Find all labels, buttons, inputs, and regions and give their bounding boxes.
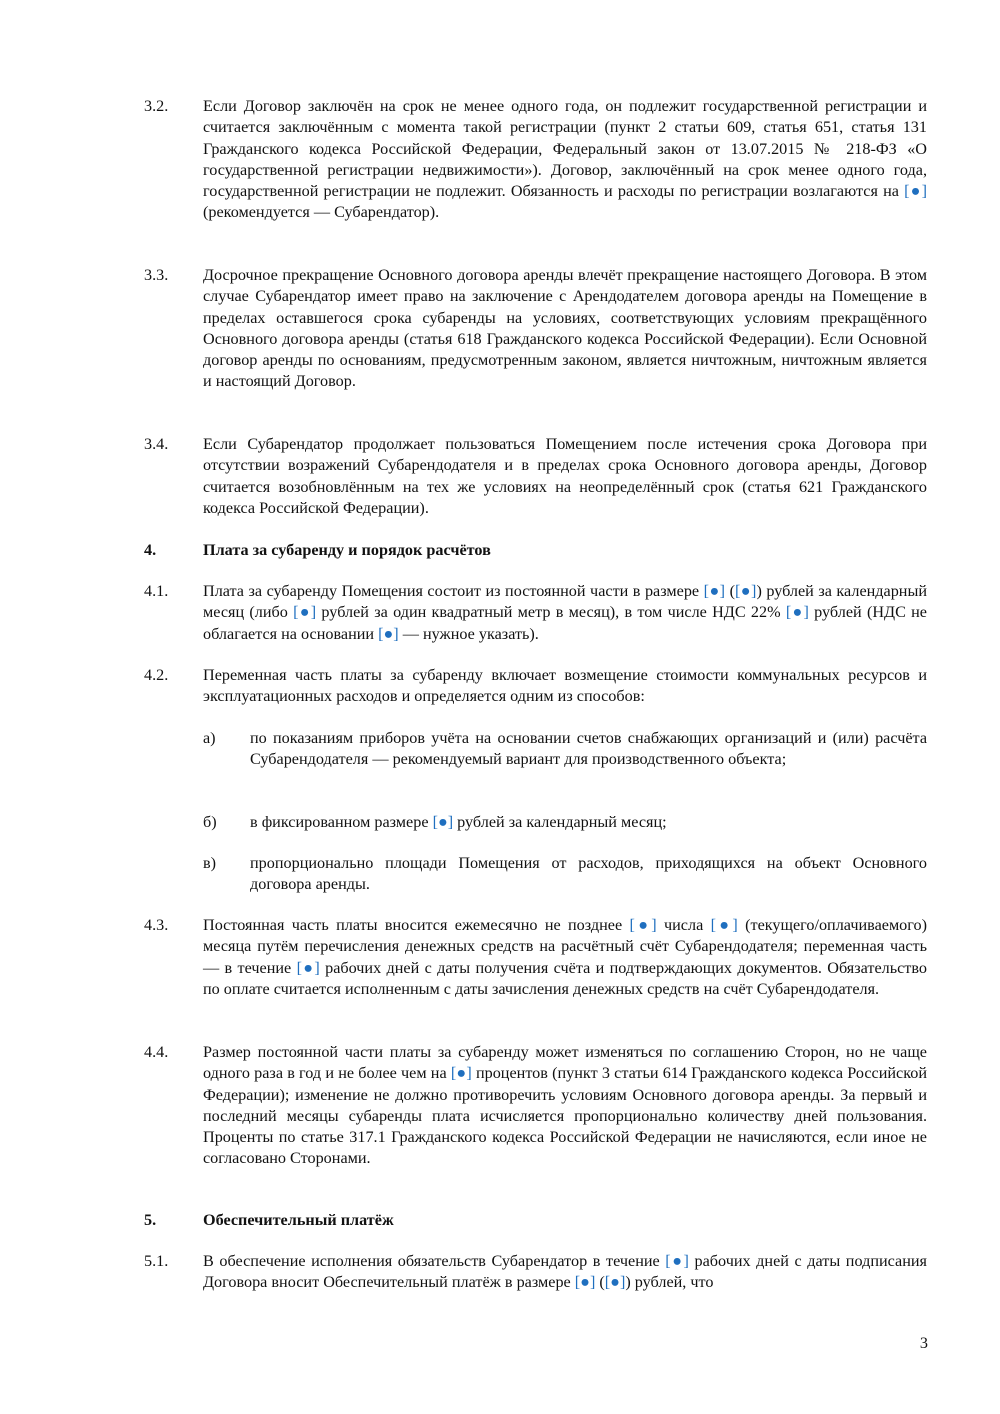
subclause-text: пропорционально площади Помещения от расходов, приходящихся на объект Основного договора аренды. xyxy=(250,854,927,894)
subclause-letter: б) xyxy=(203,813,217,831)
clause-text-part: (рекомендуется — Субарендатор). xyxy=(203,203,440,222)
page-number: 3 xyxy=(919,1334,928,1352)
clause-text xyxy=(203,1251,927,1294)
subclause-text: по показаниям приборов учёта на основании счетов снабжающих организаций и (или) расчёта Субарендодателя — рекомендуемый вариант для производственного объекта; xyxy=(250,729,927,769)
clause-text-part: ( xyxy=(725,582,735,600)
placeholder-mark: [●] xyxy=(710,916,738,934)
clause-text xyxy=(203,96,927,224)
placeholder-mark: [●] xyxy=(703,582,726,600)
section-number: 5. xyxy=(144,1211,157,1229)
clause-text-part: Плата за субаренду Помещения состоит из постоянной части в размере xyxy=(203,582,704,600)
clause-text-part: ) рублей за календарный месяц (либо xyxy=(203,582,928,622)
clause-text-part: В обеспечение исполнения обязательств Субарендатор в течение xyxy=(203,1252,666,1270)
clause-number: 3.3. xyxy=(144,266,169,284)
placeholder-mark: [●] xyxy=(629,916,657,934)
clause-text-part: рабочих дней с даты получения счёта и подтверждающих документов. Обязательство по оплате считается исполненным с даты зачисления денежных средств на счёт Субарендодателя. xyxy=(203,958,927,998)
clause-text xyxy=(203,581,927,645)
clause-text xyxy=(203,1042,927,1170)
placeholder-mark: [●] xyxy=(432,813,454,831)
subclause-letter: в) xyxy=(203,854,217,872)
subclause-letter: а) xyxy=(203,729,216,747)
clause-text xyxy=(203,915,927,1000)
subclause-text xyxy=(250,812,927,833)
clause-number: 3.2. xyxy=(144,97,169,115)
clause-text-part: рублей (НДС не облагается на основании xyxy=(203,603,927,643)
clause-text-part: числа xyxy=(656,916,711,934)
clause-number: 5.1. xyxy=(144,1252,169,1270)
placeholder-mark: [●] xyxy=(293,603,317,622)
placeholder-mark: [●] xyxy=(378,624,399,643)
placeholder-mark: [●] xyxy=(734,582,757,600)
placeholder-mark: [●] xyxy=(785,603,809,622)
placeholder-mark: [●] xyxy=(665,1252,689,1270)
placeholder-mark: [●] xyxy=(296,958,320,977)
section-number: 4. xyxy=(144,541,157,559)
clause-number: 4.4. xyxy=(144,1043,169,1061)
clause-text-part: — нужное указать). xyxy=(398,624,539,643)
clause-text-part: в фиксированном размере xyxy=(250,813,433,831)
placeholder-mark: [●] xyxy=(904,182,927,201)
section-title: Плата за субаренду и порядок расчётов xyxy=(203,541,491,559)
placeholder-mark: [●] xyxy=(604,1273,626,1292)
section-title: Обеспечительный платёж xyxy=(203,1211,394,1229)
clause-text-part: рублей за один квадратный метр в месяц), в том числе НДС 22% xyxy=(316,603,786,622)
clause-text: Переменная часть платы за субаренду включает возмещение стоимости коммунальных ресурсов и эксплуатационных расходов и определяется одним из способов: xyxy=(203,666,927,706)
clause-number: 4.2. xyxy=(144,666,169,684)
clause-text-part: Размер постоянной части платы за субаренду может изменяться по соглашению Сторон, но не чаще одного раза в год и не более чем на xyxy=(203,1043,927,1083)
placeholder-mark: [●] xyxy=(450,1064,472,1083)
clause-text-part: процентов (пункт 3 статьи 614 Гражданского кодекса Российской Федерации); изменение не должно противоречить условиям Основного договора аренды. За первый и последний месяцы субаренды плата исчисляется пропорционально количеству дней пользования. Проценты по статье 317.1 Гражданского кодекса Российской Федерации не начисляются, если иное не согласовано Сторонами. xyxy=(203,1064,928,1168)
clause-number: 4.3. xyxy=(144,916,169,934)
placeholder-mark: [●] xyxy=(574,1273,596,1292)
clause-text: Досрочное прекращение Основного договора аренды влечёт прекращение настоящего Договора. В этом случае Субарендатор имеет право на заключение с Арендодателем договора аренды на Помещение в пределах оставшегося срока субаренды на условиях, соответствующих условиям прекращённого Основного договора аренды (статья 618 Гражданского кодекса Российской Федерации). Если Основной договор аренды по основаниям, предусмотренным законом, является ничтожным, ничтожным является и настоящий Договор. xyxy=(203,266,927,391)
clause-text-part: Если Договор заключён на срок не менее одного года, он подлежит государственной регистрации и считается заключённым с момента такой регистрации (пункт 2 статьи 609, статья 651, статья 131 Гражданского кодекса Российской Федерации, Федеральный закон от 13.07.2015 № 218-ФЗ «О государственной регистрации недвижимости»). Договор, заключённый на срок менее одного года, государственной регистрации не подлежит. Обязанность и расходы по регистрации возлагаются на xyxy=(203,97,927,201)
clause-text-part: Постоянная часть платы вносится ежемесячно не позднее xyxy=(203,916,630,934)
clause-text-part: рабочих дней с даты подписания Договора вносит Обеспечительный платёж в размере xyxy=(203,1252,927,1292)
clause-text-part: рублей за календарный месяц; xyxy=(453,813,667,831)
clause-number: 4.1. xyxy=(144,582,169,600)
clause-text-part: ( xyxy=(595,1273,605,1292)
clause-text: Если Субарендатор продолжает пользоваться Помещением после истечения срока Договора при отсутствии возражений Субарендодателя и в пределах срока Основного договора аренды, Договор считается возобновлённым на тех же условиях на неопределённый срок (статья 621 Гражданского кодекса Российской Федерации). xyxy=(203,435,927,517)
clause-text-part: (текущего/оплачиваемого) месяца путём перечисления денежных средств на расчётный счёт Субарендодателя; переменная часть — в течение xyxy=(203,916,927,977)
clause-number: 3.4. xyxy=(144,435,169,453)
clause-text-part: ) рублей, что xyxy=(625,1273,714,1292)
